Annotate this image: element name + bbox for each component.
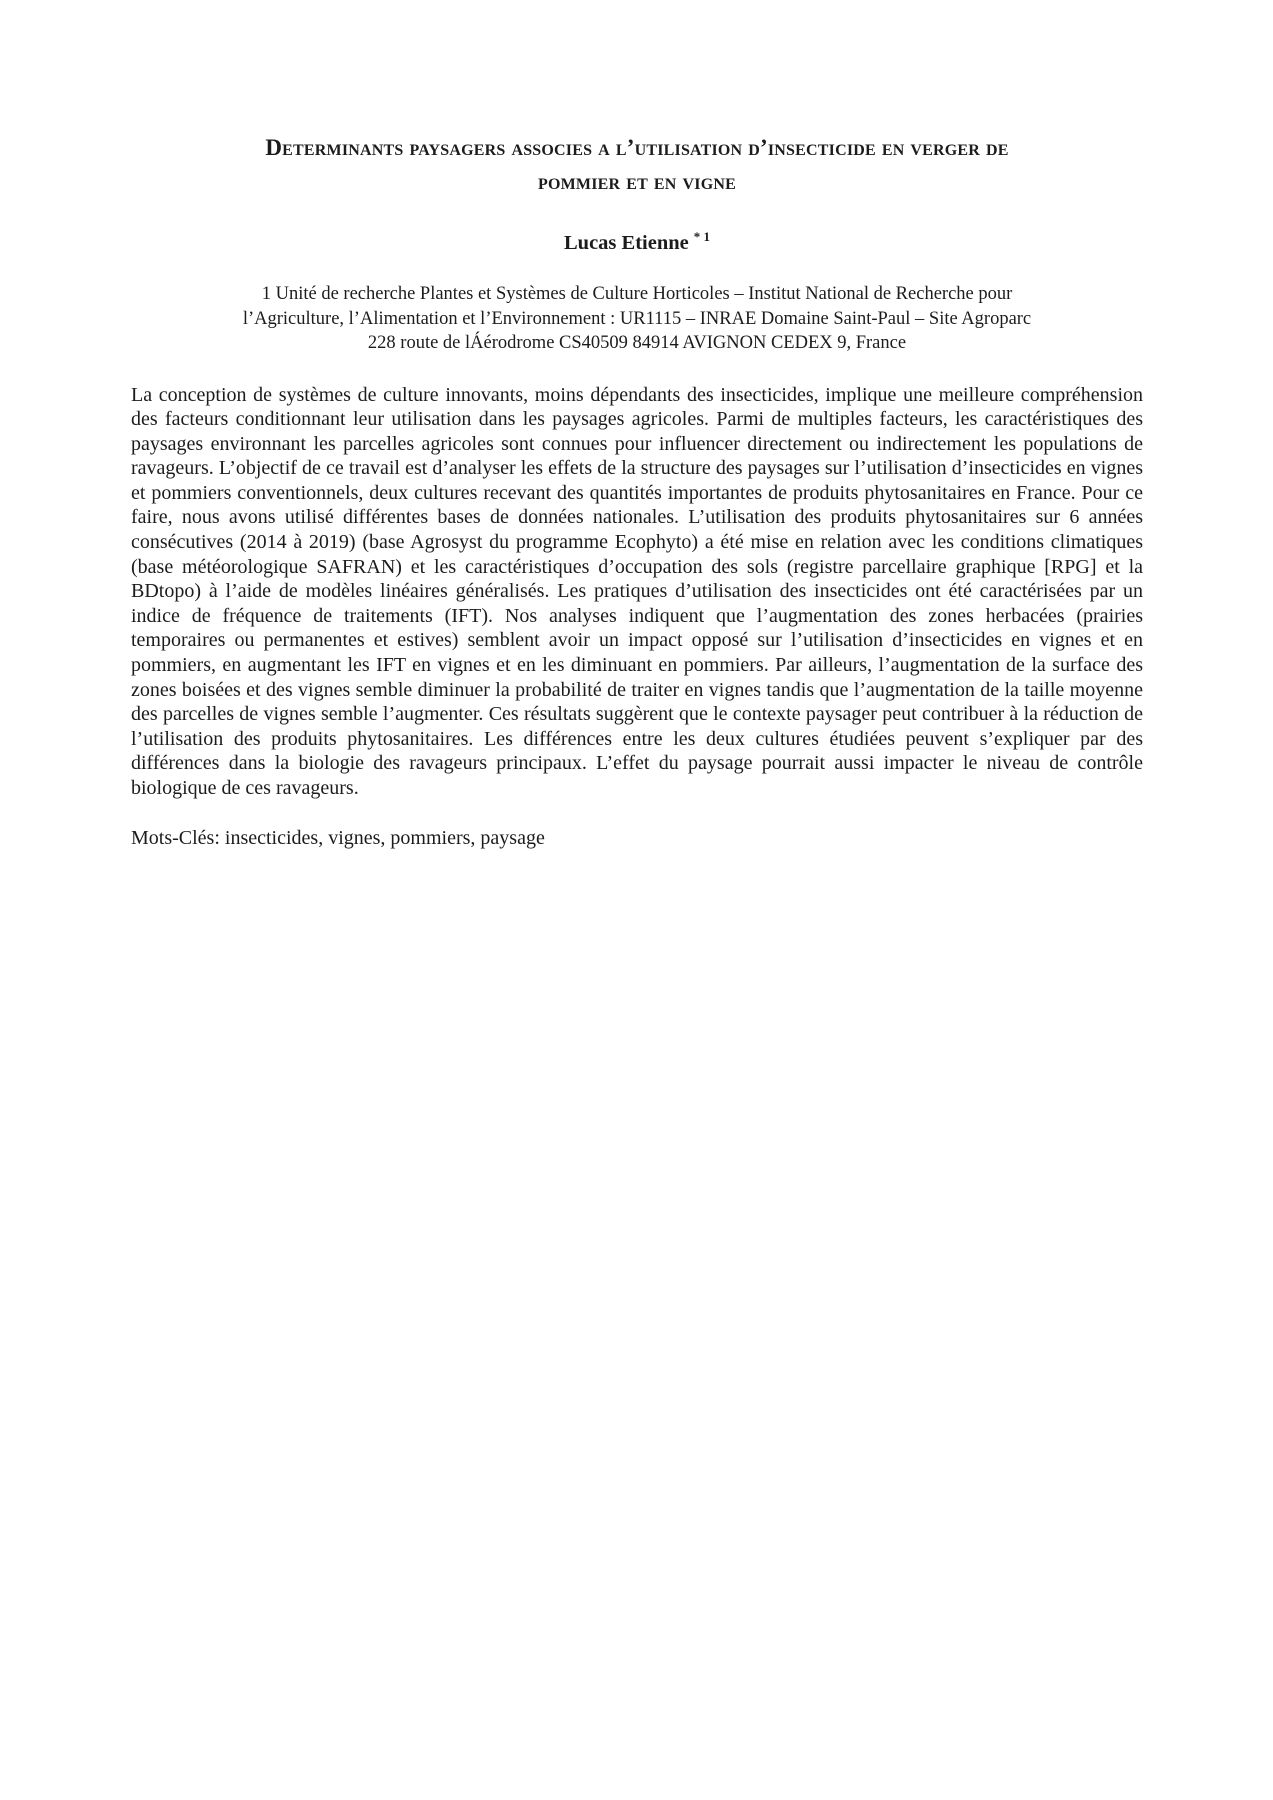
- affiliation-block: [131, 282, 1143, 356]
- affiliation-line-1: 1 Unité de recherche Plantes et Systèmes de Culture Horticoles – Institut National de Recherche pour: [261, 284, 1013, 304]
- abstract-paragraph: La conception de systèmes de culture innovants, moins dépendants des insecticides, implique une meilleure compréhension des facteurs conditionnant leur utilisation dans les paysages agricoles. Parmi de multiples facteurs, les caractéristiques des paysages environnant les parcelles agricoles sont connues pour influencer directement ou indirectement les populations de ravageurs. L’objectif de ce travail est d’analyser les effets de la structure des paysages sur l’utilisation d’insecticides en vignes et pommiers conventionnels, deux cultures recevant des quantités importantes de produits phytosanitaires en France. Pour ce faire, nous avons utilisé différentes bases de données nationales. L’utilisation des produits phytosanitaires sur 6 années consécutives (2014 à 2019) (base Agrosyst du programme Ecophyto) a été mise en relation avec les conditions climatiques (base météorologique SAFRAN) et les caractéristiques d’occupation des sols (registre parcellaire graphique [RPG] et la BDtopo) à l’aide de modèles linéaires généralisés. Les pratiques d’utilisation des insecticides ont été caractérisées par un indice de fréquence de traitements (IFT). Nos analyses indiquent que l’augmentation des zones herbacées (prairies temporaires ou permanentes et estives) semblent avoir un impact opposé sur l’utilisation d’insecticides en vignes et en pommiers, en augmentant les IFT en vignes et en les diminuant en pommiers. Par ailleurs, l’augmentation de la surface des zones boisées et des vignes semble diminuer la probabilité de traiter en vignes tandis que l’augmentation de la taille moyenne des parcelles de vignes semble l’augmenter. Ces résultats suggèrent que le contexte paysager peut contribuer à la réduction de l’utilisation des produits phytosanitaires. Les différences entre les deux cultures étudiées peuvent s’expliquer par des différences dans la biologie des ravageurs principaux. L’effet du paysage pourrait aussi impacter le niveau de contrôle biologique de ces ravageurs.: [131, 383, 1143, 799]
- paper-title-line2: pommier et en vigne: [538, 169, 736, 194]
- author-line: [131, 231, 1143, 255]
- paper-title: [131, 131, 1143, 199]
- author-superscript: * 1: [693, 229, 710, 245]
- paper-title-line1: Determinants paysagers associes a l’utilisation d’insecticide en verger de: [265, 135, 1009, 160]
- author-name: Lucas Etienne: [564, 232, 689, 254]
- affiliation-line-3: 228 route de lÁérodrome CS40509 84914 AVIGNON CEDEX 9, France: [367, 333, 907, 353]
- keywords-line: Mots-Clés: insecticides, vignes, pommiers, paysage: [131, 826, 545, 849]
- affiliation-line-2: l’Agriculture, l’Alimentation et l’Environnement : UR1115 – INRAE Domaine Saint-Paul – Site Agroparc: [242, 308, 1032, 329]
